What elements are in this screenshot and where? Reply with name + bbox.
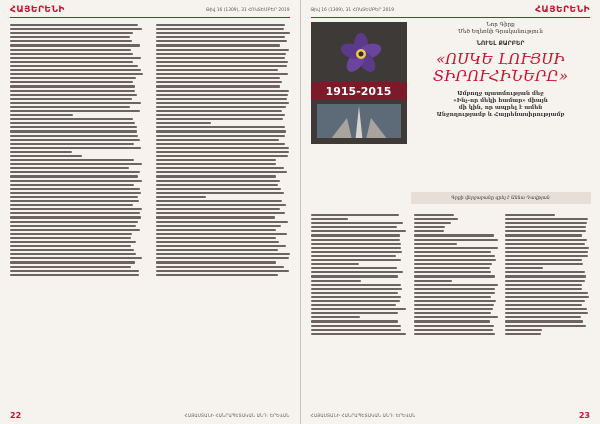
text-line (10, 94, 137, 96)
text-line (505, 259, 581, 261)
text-line (156, 241, 279, 243)
text-line (156, 261, 276, 263)
text-line (10, 216, 141, 218)
text-line (311, 275, 398, 277)
text-line (10, 135, 138, 137)
text-line (10, 233, 132, 235)
text-line (156, 114, 285, 116)
text-line (10, 139, 140, 141)
text-line (505, 292, 588, 294)
text-line (414, 292, 496, 294)
text-line (311, 226, 397, 228)
text-line (10, 102, 141, 104)
text-line (156, 73, 288, 75)
text-line (156, 118, 283, 120)
text-line (311, 222, 404, 224)
text-line (10, 61, 133, 63)
text-line (10, 69, 141, 71)
text-line (414, 226, 445, 228)
text-line (311, 271, 403, 273)
text-line (156, 77, 280, 79)
text-line (156, 61, 288, 63)
text-line (311, 230, 407, 232)
text-line (311, 239, 400, 241)
text-line (505, 271, 585, 273)
text-line (414, 243, 458, 245)
right-text-column-3 (505, 212, 590, 404)
text-line (156, 53, 286, 55)
text-line (505, 304, 581, 306)
text-line (414, 259, 496, 261)
text-line (10, 98, 132, 100)
byline-box (411, 192, 591, 204)
text-line (10, 36, 130, 38)
text-line (10, 261, 135, 263)
text-line (10, 57, 141, 59)
text-line (311, 218, 348, 220)
page-number: 23 (578, 410, 590, 420)
text-line (414, 308, 494, 310)
text-line (414, 214, 454, 216)
text-line (10, 81, 133, 83)
text-line (505, 255, 588, 257)
left-text-column-2 (156, 22, 290, 404)
text-line (156, 266, 284, 268)
footer-meta: ՀԱՅԱՍՏԱՆԻ ՀԱՆՐԱՊԵՏԱԿԱՆ ԱՆԴ: ԵՐԵՎԱՆ (184, 412, 290, 418)
text-line (156, 151, 289, 153)
text-line (156, 163, 276, 165)
text-line (156, 135, 285, 137)
text-line (156, 32, 290, 34)
text-line (505, 308, 587, 310)
text-line (505, 263, 583, 265)
text-line (10, 274, 139, 276)
text-line (10, 175, 138, 177)
text-line (311, 214, 399, 216)
text-line (156, 44, 280, 46)
text-line (156, 216, 275, 218)
text-line (156, 155, 288, 157)
text-line (10, 171, 140, 173)
text-line (505, 218, 588, 220)
text-line (10, 180, 142, 182)
text-line (156, 200, 282, 202)
text-line (414, 275, 496, 277)
text-line (10, 147, 141, 149)
text-line (414, 300, 496, 302)
right-text-columns (311, 212, 591, 404)
text-line (414, 271, 492, 273)
text-line (414, 296, 491, 298)
text-line (10, 85, 135, 87)
text-line (156, 81, 282, 83)
text-line (156, 257, 289, 259)
text-line (156, 233, 287, 235)
right-footer (311, 410, 591, 420)
text-line (10, 44, 140, 46)
text-line (311, 267, 397, 269)
text-line (414, 312, 491, 314)
text-line (505, 284, 582, 286)
text-line (10, 204, 133, 206)
right-text-column-1 (311, 212, 407, 404)
text-line (505, 333, 540, 335)
text-line (505, 230, 586, 232)
text-line (505, 222, 587, 224)
text-line (156, 175, 276, 177)
text-line (311, 251, 402, 253)
text-line (414, 284, 498, 286)
text-line (505, 316, 581, 318)
text-line (311, 325, 402, 327)
right-page (301, 0, 600, 424)
text-line (10, 32, 133, 34)
text-line (311, 329, 402, 331)
text-line (10, 208, 142, 210)
text-line (505, 329, 541, 331)
text-line (10, 28, 142, 30)
right-text-column-2 (414, 212, 499, 404)
text-line (414, 263, 492, 265)
text-line (505, 275, 586, 277)
text-line (10, 266, 131, 268)
issue-meta: Թիվ 16 (1309), 31 ՀՈԿՏԵՄԲԵՐ 2019 (206, 7, 290, 13)
text-line (156, 180, 280, 182)
text-line (414, 325, 495, 327)
text-line (10, 90, 135, 92)
text-line (311, 320, 399, 322)
text-line (311, 234, 400, 236)
text-line (414, 255, 495, 257)
text-line (156, 24, 285, 26)
text-line (311, 333, 407, 335)
text-line (156, 208, 280, 210)
text-line (414, 234, 494, 236)
text-line (156, 102, 289, 104)
text-line (311, 308, 406, 310)
text-line (10, 151, 72, 153)
text-line (10, 49, 131, 51)
text-line (414, 239, 498, 241)
text-line (156, 49, 289, 51)
text-line (505, 312, 588, 314)
text-line (10, 196, 138, 198)
text-line (10, 73, 143, 75)
text-line (10, 237, 131, 239)
text-line (311, 316, 361, 318)
text-line (156, 126, 285, 128)
text-line (10, 65, 138, 67)
author-name: ՆՈՒԵԼ ՔԱՐԲԵՐ (476, 40, 525, 47)
text-line (10, 40, 132, 42)
hero-years: 1915-2015 (325, 84, 392, 98)
text-line (10, 130, 137, 132)
text-line (414, 218, 459, 220)
text-line (156, 274, 278, 276)
byline: Գրքի վերջաբանը գրել է Աննա Դավթյան (451, 195, 550, 201)
text-line (156, 188, 281, 190)
text-line (156, 192, 284, 194)
header-small: Նոր Գիրք Մեծ Եղեռնի Գրականություն (458, 22, 543, 35)
text-line (414, 247, 499, 249)
memorial-monument-icon (317, 104, 401, 144)
text-line (10, 245, 131, 247)
text-line (156, 106, 286, 108)
text-line (311, 300, 401, 302)
text-line (156, 212, 285, 214)
text-line (156, 110, 282, 112)
text-line (414, 304, 494, 306)
text-line (311, 263, 360, 265)
text-line (10, 221, 138, 223)
text-line (10, 167, 129, 169)
text-line (311, 312, 399, 314)
left-header (10, 4, 290, 16)
text-line (414, 230, 444, 232)
genocide-centenary-image (311, 22, 407, 144)
text-line (10, 270, 139, 272)
right-header (311, 4, 591, 16)
text-line (10, 53, 133, 55)
text-line (311, 288, 402, 290)
page-number: 22 (10, 410, 22, 420)
text-line (10, 126, 137, 128)
text-line (505, 226, 586, 228)
text-line (311, 259, 401, 261)
text-line (505, 325, 586, 327)
text-line (311, 243, 402, 245)
text-line (10, 241, 136, 243)
text-line (10, 159, 134, 161)
text-line (156, 36, 285, 38)
text-line (10, 212, 140, 214)
article-title: «ՈՍԿԵ ԼՈՒՅՍԻ ՏԻՐՈՒՀԻՆԵՐԸ» (433, 50, 568, 85)
text-line (311, 247, 402, 249)
text-line (505, 243, 584, 245)
text-line (156, 167, 284, 169)
text-line (156, 204, 286, 206)
text-line (156, 245, 286, 247)
text-line (156, 184, 278, 186)
text-line (10, 106, 130, 108)
text-line (505, 247, 589, 249)
text-line (156, 130, 286, 132)
text-line (311, 255, 397, 257)
left-footer (10, 410, 290, 420)
text-line (505, 280, 585, 282)
text-line (10, 253, 136, 255)
text-line (311, 284, 402, 286)
issue-meta: Թիվ 16 (1309), 31 ՀՈԿՏԵՄԲԵՐ 2019 (310, 7, 394, 13)
text-line (10, 77, 136, 79)
text-line (10, 122, 135, 124)
text-line (414, 251, 491, 253)
text-line (156, 122, 211, 124)
text-line (156, 229, 276, 231)
text-line (156, 85, 280, 87)
text-line (414, 280, 452, 282)
text-line (505, 267, 542, 269)
text-line (156, 143, 285, 145)
text-line (10, 143, 134, 145)
text-line (10, 249, 134, 251)
text-line (10, 229, 140, 231)
text-line (311, 280, 361, 282)
text-line (156, 270, 289, 272)
text-line (414, 267, 490, 269)
text-line (10, 188, 140, 190)
text-line (414, 222, 451, 224)
text-line (156, 69, 278, 71)
text-line (10, 114, 73, 116)
text-line (156, 65, 287, 67)
text-line (156, 28, 284, 30)
text-line (505, 300, 585, 302)
text-line (10, 163, 142, 165)
text-line (10, 257, 142, 259)
text-line (156, 57, 285, 59)
footer-meta: ՀԱՅԱՍՏԱՆԻ ՀԱՆՐԱՊԵՏԱԿԱՆ ԱՆԴ: ԵՐԵՎԱՆ (310, 412, 416, 418)
text-line (10, 155, 82, 157)
text-line (311, 304, 396, 306)
text-line (156, 221, 288, 223)
text-line (156, 196, 206, 198)
text-line (10, 225, 136, 227)
text-line (311, 292, 398, 294)
forget-me-not-icon (337, 30, 385, 78)
text-line (414, 288, 496, 290)
text-line (156, 98, 287, 100)
text-line (505, 234, 582, 236)
text-line (414, 329, 493, 331)
magazine-logo: ՀԱՅԵՐԵՆԻ (10, 5, 65, 15)
header-rule (311, 17, 591, 18)
text-line (10, 184, 134, 186)
text-line (505, 251, 588, 253)
text-line (156, 249, 278, 251)
text-line (10, 118, 133, 120)
article-subtitle: Ամբողջ պատմության մեջ «Ինչ-որ մեկի համար» միայն մի կին, որ ապրել է ամեն Անջողությամբ և Հայրենասիրությամբ (436, 91, 565, 118)
text-line (156, 90, 289, 92)
text-line (414, 333, 496, 335)
text-line (311, 296, 401, 298)
text-line (505, 239, 587, 241)
text-line (10, 24, 138, 26)
year-band (311, 82, 407, 100)
text-line (156, 40, 287, 42)
text-line (505, 320, 583, 322)
text-line (156, 94, 288, 96)
text-line (156, 237, 276, 239)
text-line (505, 296, 588, 298)
magazine-logo: ՀԱՅԵՐԵՆԻ (535, 5, 590, 15)
text-line (10, 192, 141, 194)
text-line (505, 214, 555, 216)
left-text-column-1 (10, 22, 144, 404)
text-line (10, 110, 140, 112)
text-line (156, 139, 279, 141)
text-line (156, 253, 290, 255)
text-line (156, 225, 281, 227)
text-line (156, 159, 276, 161)
header-rule (10, 17, 290, 18)
text-line (414, 316, 499, 318)
text-line (505, 288, 582, 290)
text-line (10, 200, 139, 202)
text-line (156, 171, 287, 173)
text-line (156, 147, 289, 149)
article-heading-block (411, 22, 591, 192)
text-line (414, 320, 490, 322)
